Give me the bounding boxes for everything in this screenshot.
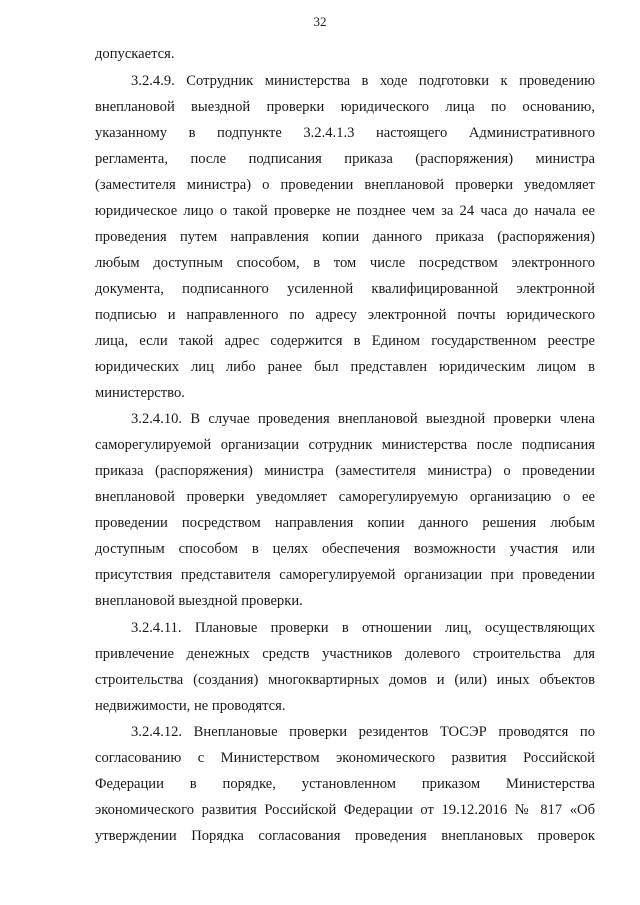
text-line: лица, если такой адрес содержится в Едином государственном реестре bbox=[95, 333, 595, 349]
text-line: 3.2.4.10. В случае проведения внеплановой выездной проверки члена bbox=[131, 411, 595, 427]
text-line: саморегулируемой организации сотрудник министерства после подписания bbox=[95, 437, 595, 453]
text-line: недвижимости, не проводятся. bbox=[95, 698, 286, 714]
page-number: 32 bbox=[313, 14, 327, 29]
text-line: Федерации в порядке, установленном приказом Министерства bbox=[95, 776, 595, 792]
text-line: проведении посредством направления копии данного решения любым bbox=[95, 515, 595, 531]
text-line: любым доступным способом, в том числе посредством электронного bbox=[95, 255, 595, 271]
text-line: привлечение денежных средств участников долевого строительства для bbox=[95, 646, 595, 662]
text-line: строительства (создания) многоквартирных домов и (или) иных объектов bbox=[95, 672, 595, 688]
text-line: подписью и направленного по адресу электронной почты юридического bbox=[95, 307, 595, 323]
text-line: внеплановой выездной проверки юридического лица по основанию, bbox=[95, 99, 595, 115]
text-line: юридических лиц либо ранее был представлен юридическим лицом в bbox=[95, 359, 595, 375]
text-line: указанному в подпункте 3.2.4.1.3 настоящего Административного bbox=[95, 125, 595, 141]
text-line: регламента, после подписания приказа (распоряжения) министра bbox=[95, 151, 595, 167]
text-line: доступным способом в целях обеспечения возможности участия или bbox=[95, 541, 595, 557]
text-line: экономического развития Российской Федерации от 19.12.2016 № 817 «Об bbox=[95, 802, 595, 818]
text-line: (заместителя министра) о проведении внеплановой проверки уведомляет bbox=[95, 177, 595, 193]
text-line: юридическое лицо о такой проверке не позднее чем за 24 часа до начала ее bbox=[95, 203, 595, 219]
text-line: 3.2.4.11. Плановые проверки в отношении лиц, осуществляющих bbox=[131, 620, 595, 636]
text-line: допускается. bbox=[95, 46, 175, 62]
text-line: внеплановой выездной проверки. bbox=[95, 593, 303, 609]
text-line: присутствия представителя саморегулируемой организации при проведении bbox=[95, 567, 595, 583]
text-line: документа, подписанного усиленной квалифицированной электронной bbox=[95, 281, 595, 297]
text-line: утверждении Порядка согласования проведения внеплановых проверок bbox=[95, 828, 595, 844]
text-line: проведения путем направления копии данного приказа (распоряжения) bbox=[95, 229, 595, 245]
text-line: министерство. bbox=[95, 385, 185, 401]
text-line: внеплановой проверки уведомляет саморегулируемую организацию о ее bbox=[95, 489, 595, 505]
text-line: 3.2.4.12. Внеплановые проверки резидентов ТОСЭР проводятся по bbox=[131, 724, 595, 740]
text-line: приказа (распоряжения) министра (заместителя министра) о проведении bbox=[95, 463, 595, 479]
text-line: согласованию с Министерством экономического развития Российской bbox=[95, 750, 595, 766]
text-line: 3.2.4.9. Сотрудник министерства в ходе подготовки к проведению bbox=[131, 73, 595, 89]
